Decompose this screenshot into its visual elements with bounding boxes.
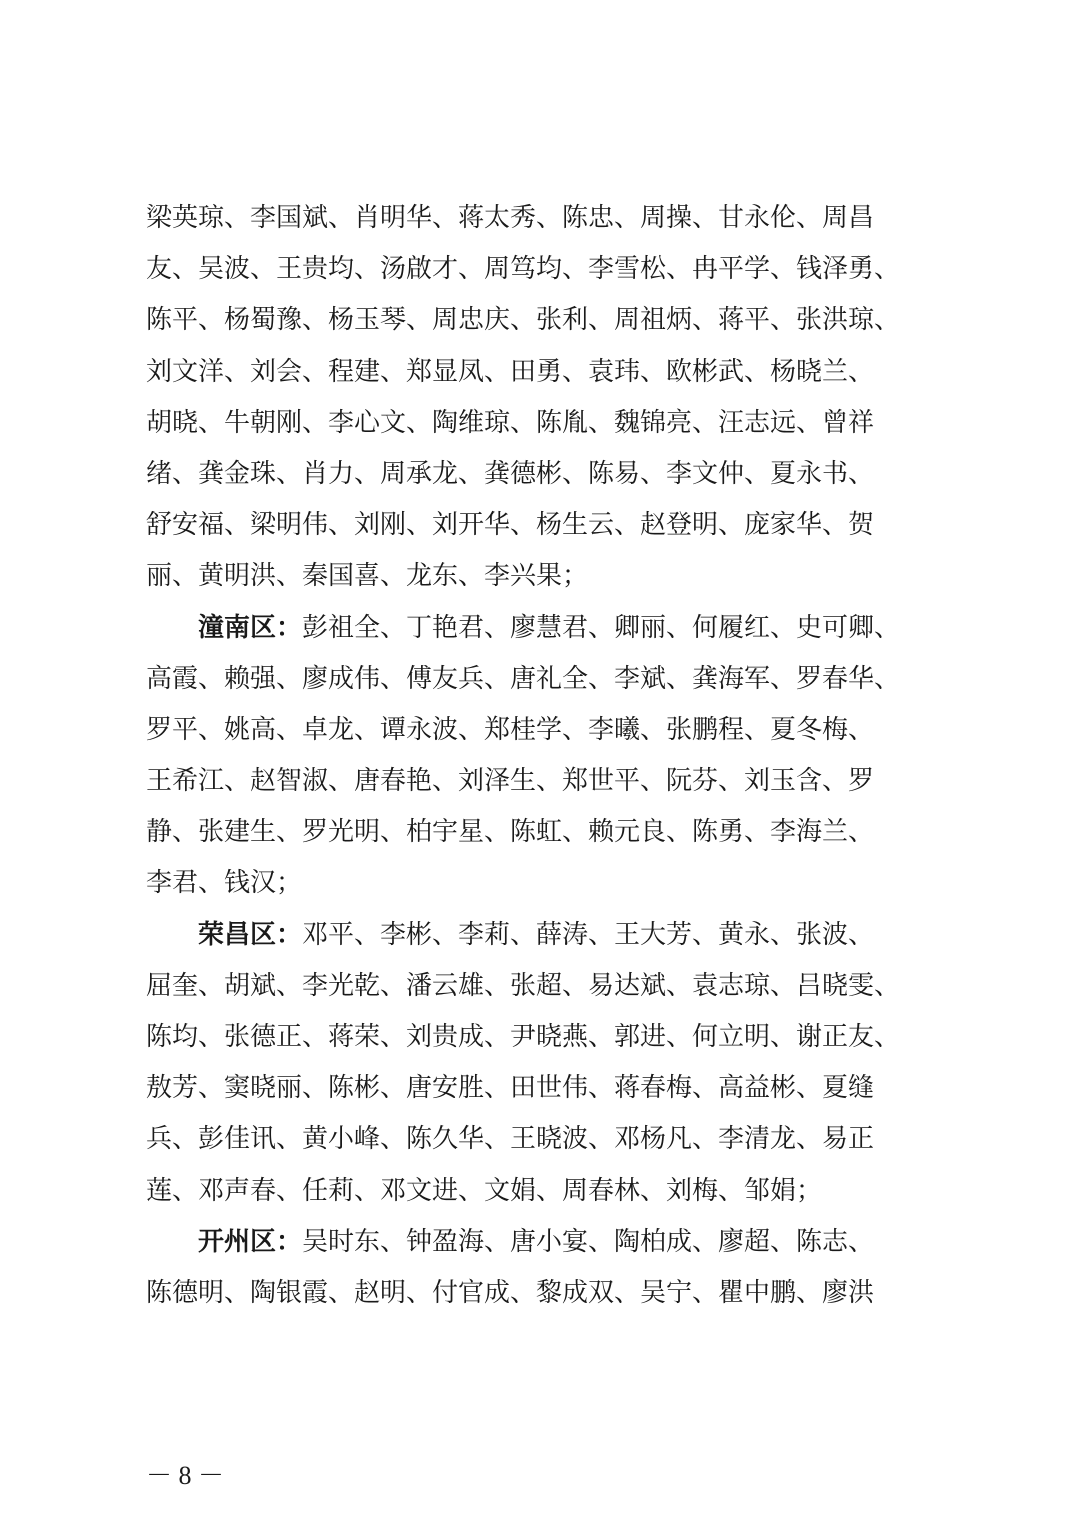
text-line: 陈德明、陶银霞、赵明、付官成、黎成双、吴宁、瞿中鹏、廖洪 [146,1277,875,1308]
text-line: 丽、黄明洪、秦国喜、龙东、李兴果； [146,561,589,592]
region-paragraph-start [146,1217,946,1268]
text-line: 陈平、杨蜀豫、杨玉琴、周忠庆、张利、周祖炳、蒋平、张洪琼、 [146,305,901,336]
text-line: 绪、龚金珠、肖力、周承龙、龚德彬、陈易、李文仲、夏永书、 [146,458,875,489]
text-line: 胡晓、牛朝刚、李心文、陶维琼、陈胤、魏锦亮、汪志远、曾祥 [146,407,875,438]
text-line: 刘文洋、刘会、程建、郑显凤、田勇、袁玮、欧彬武、杨晓兰、 [146,356,875,387]
text-line: 兵、彭佳讯、黄小峰、陈久华、王晓波、邓杨凡、李清龙、易正 [146,1124,875,1155]
region-paragraph-start [146,603,946,654]
text-line: 王希江、赵智淑、唐春艳、刘泽生、郑世平、阮芬、刘玉含、罗 [146,766,875,797]
text-line: 李君、钱汉； [146,868,303,899]
text-line: 陈均、张德正、蒋荣、刘贵成、尹晓燕、郭进、何立明、谢正友、 [146,1022,901,1052]
text-line: 罗平、姚高、卓龙、谭永波、郑桂学、李曦、张鹏程、夏冬梅、 [146,714,875,745]
text-line: 敖芳、窦晓丽、陈彬、唐安胜、田世伟、蒋春梅、高益彬、夏缝 [146,1073,875,1104]
region-label: 潼南区： [198,612,303,643]
region-names: 彭祖全、丁艳君、廖慧君、卿丽、何履红、史可卿、 [302,612,901,643]
document-body [146,193,946,1319]
region-label: 开州区： [198,1226,303,1257]
region-paragraph-start [146,910,946,961]
page-number: － 8 － [146,1461,225,1490]
text-line: 友、吴波、王贵均、汤啟才、周笃均、李雪松、冉平学、钱泽勇、 [146,254,901,285]
text-line: 梁英琼、李国斌、肖明华、蒋太秀、陈忠、周操、甘永伦、周昌 [146,203,875,233]
region-names: 吴时东、钟盈海、唐小宴、陶柏成、廖超、陈志、 [302,1226,875,1257]
text-line: 屈奎、胡斌、李光乾、潘云雄、张超、易达斌、袁志琼、吕晓雯、 [146,970,901,1001]
text-line: 舒安福、梁明伟、刘刚、刘开华、杨生云、赵登明、庞家华、贺 [146,510,875,541]
text-line: 静、张建生、罗光明、柏宇星、陈虹、赖元良、陈勇、李海兰、 [146,817,875,848]
text-line: 高霞、赖强、廖成伟、傅友兵、唐礼全、李斌、龚海军、罗春华、 [146,663,901,694]
text-line: 莲、邓声春、任莉、邓文进、文娟、周春林、刘梅、邹娟； [146,1175,823,1206]
region-label: 荣昌区： [198,919,303,950]
region-names: 邓平、李彬、李莉、薛涛、王大芳、黄永、张波、 [302,919,875,950]
